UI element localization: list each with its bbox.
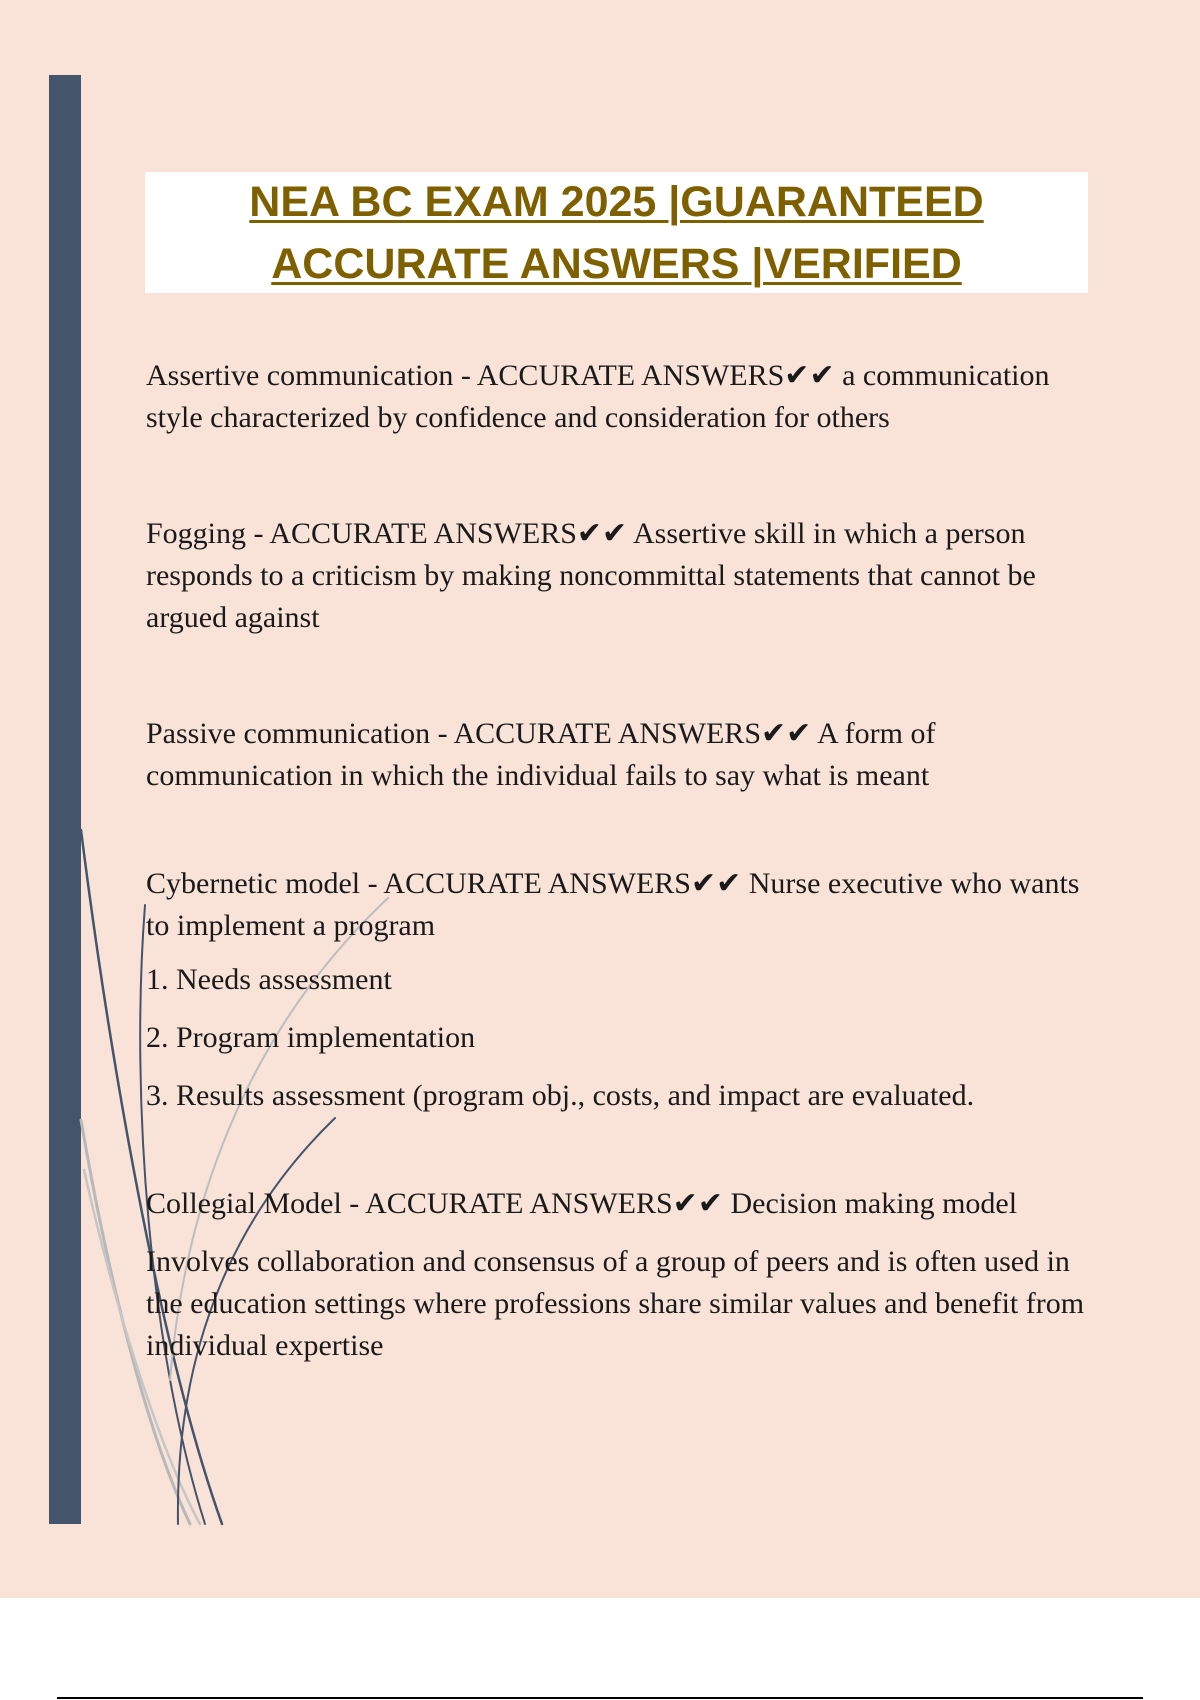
side-accent-bar	[49, 75, 81, 1524]
entry-assertive-communication: Assertive communication - ACCURATE ANSWERS✔✔ a communication style characterized by confidence and consideration for others	[146, 359, 1050, 434]
entry-fogging: Fogging - ACCURATE ANSWERS✔✔ Assertive skill in which a person responds to a criticism by making noncommittal statements that cannot be argued against	[146, 517, 1036, 634]
list-item: 3. Results assessment (program obj., costs, and impact are evaluated.	[146, 1079, 975, 1112]
entry-passive-communication: Passive communication - ACCURATE ANSWERS✔✔ A form of communication in which the individual fails to say what is meant	[146, 717, 936, 792]
entry-cybernetic-model: Cybernetic model - ACCURATE ANSWERS✔✔ Nurse executive who wants to implement a program	[146, 867, 1080, 942]
footer-rule	[57, 1697, 1143, 1699]
list-item: 1. Needs assessment	[146, 963, 392, 996]
title-line-2: ACCURATE ANSWERS |VERIFIED	[271, 239, 962, 288]
entry-collegial-model-description: Involves collaboration and consensus of a group of peers and is often used in the education settings where professions share similar values and benefit from individual expertise	[146, 1245, 1085, 1362]
entry-collegial-model: Collegial Model - ACCURATE ANSWERS✔✔ Decision making model	[146, 1187, 1018, 1220]
list-item: 2. Program implementation	[146, 1021, 476, 1054]
document-body	[146, 355, 1091, 1367]
title-banner	[145, 172, 1088, 293]
title-line-1: NEA BC EXAM 2025 |GUARANTEED	[249, 177, 984, 226]
